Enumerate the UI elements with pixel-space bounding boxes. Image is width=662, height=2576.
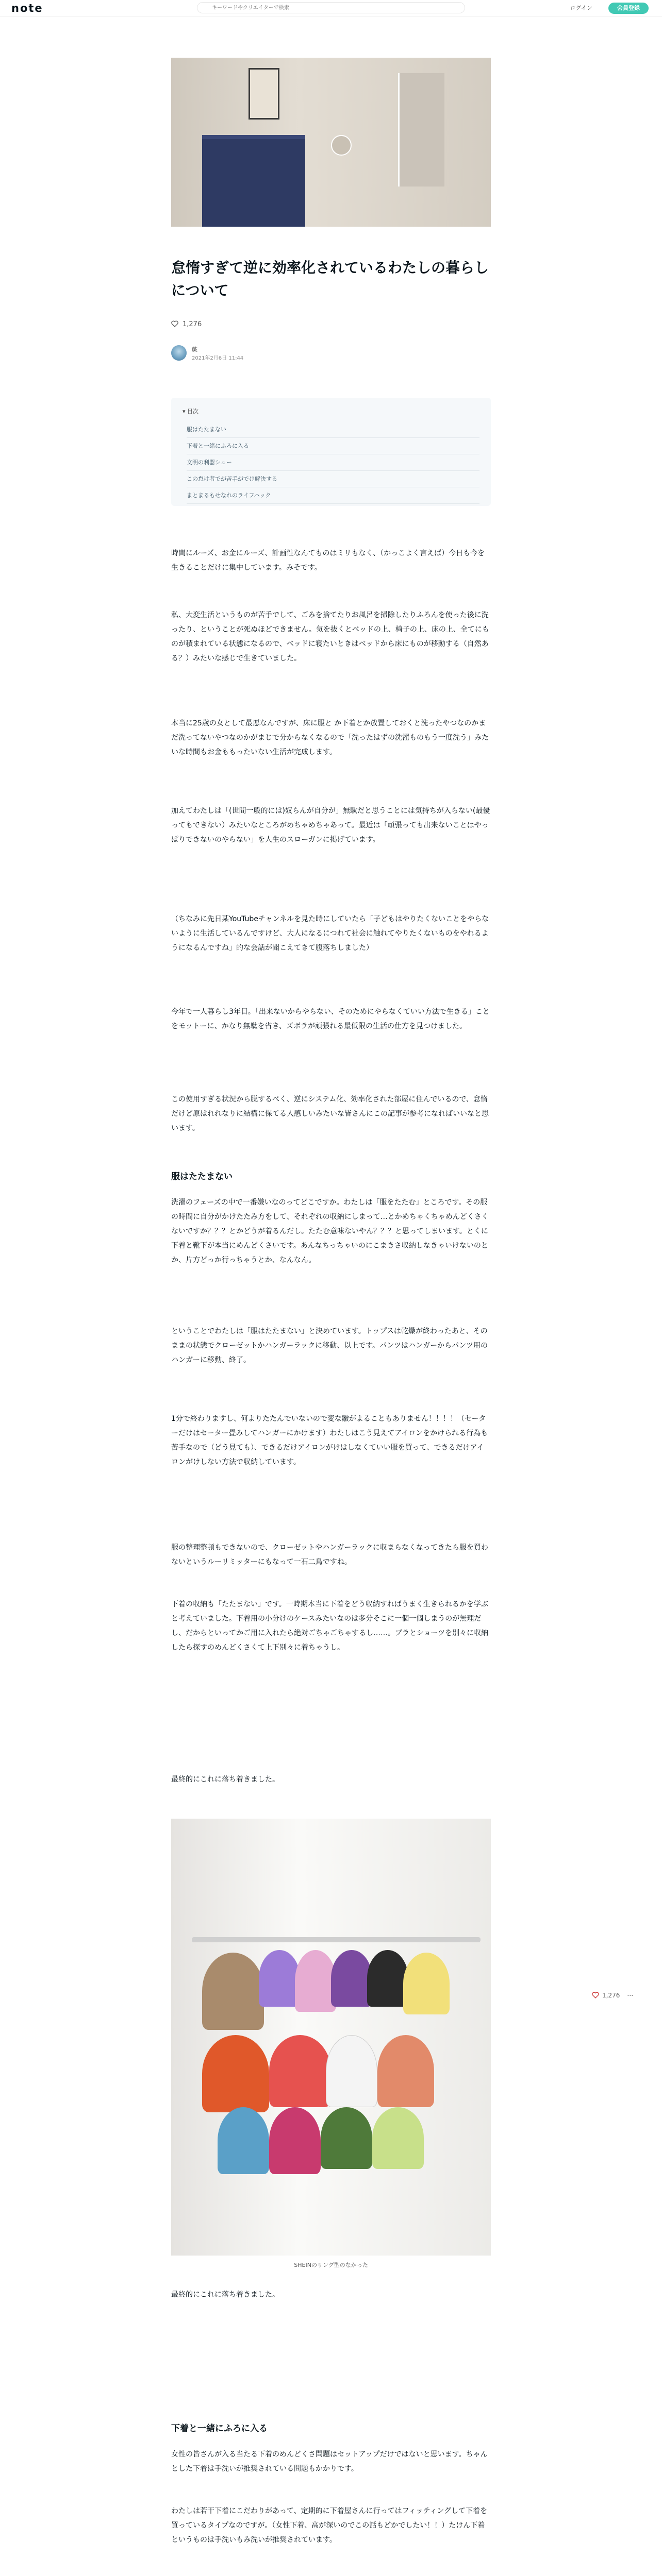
body-paragraph: わたしは若干下着にこだわりがあって、定期的に下着屋さんに行ってはフィッティングして下着を買っているタイプなのですが。（女性下着、高が深いのでこの話もどかでしたい！！）たけん下着というものは手洗いもみ洗いが推奨されています。: [171, 2507, 488, 2544]
floating-like[interactable]: [592, 1990, 633, 2001]
login-button[interactable]: ログイン: [570, 5, 592, 11]
body-paragraph: 加えてわたしは「(世間一般的には)奴らんが自分が」無駄だと思うことには気持ちが入らない(最優ってもできない）みたいなところがめちゃめちゃあって。最近は「頑張っても出来ないことはやっぱりできないのやらない」を人生のスローガンに掲げています。: [171, 807, 490, 844]
heart-icon[interactable]: [592, 1992, 599, 1998]
floating-like-count: 1,276: [602, 1992, 620, 1999]
section-heading: 服はたたまない: [171, 1172, 233, 1182]
section-heading: 下着と一緒にふろに入る: [171, 2424, 268, 2434]
publish-date: 2021年2月6日 11:44: [192, 355, 244, 361]
avatar[interactable]: [171, 345, 187, 361]
hanger-photo: [171, 1819, 491, 2256]
body-paragraph: 今年で一人暮らし3年目。「出来ないからやらない、そのためにやらなくていい方法で生きる」ことをモットーに、かなり無駄を省き、ズボラが頑張れる最低限の生活の仕方を見つけました。: [171, 1008, 490, 1030]
body-paragraph: 洗濯のフェーズの中で一番嫌いなのってどこですか。わたしは「服をたたむ」ところです。その服の時間に自分がかけたたみ方をして、それぞれの収納にしまって…とかめちゃくちゃめんどくさくないですか？？？とかどうが着るんだし。たたむ意味ないやん？？？と思ってしまいます。とくに下着と靴下が本当にめんどくさいです。あんなちっちゃいのにこまきさ収納しなきゃいけないのとか、片方どっか行っちゃうとか、なんなん。: [171, 1198, 489, 1264]
body-paragraph: 最終的にこれに落ち着きました。: [171, 1775, 279, 1784]
like-count[interactable]: [171, 319, 202, 330]
author-name[interactable]: 蕨: [192, 346, 197, 353]
search-input[interactable]: [197, 2, 465, 13]
toc-heading[interactable]: ▾ 目次: [183, 408, 199, 415]
body-paragraph: 私、大変生活というものが苦手でして、ごみを捨てたりお風呂を掃除したりふろんを使った後に洗ったり、ということが死ぬほどできません。気を抜くとベッドの上、椅子の上、床の上、全てにものが積まれている状態になるので、ベッドに寝たいときはベッドから床にものが移動する（自然ある？）みたいな感じで生きていました。: [171, 611, 489, 663]
photo-caption: SHEINのリング型のなかった: [294, 2262, 368, 2268]
body-paragraph: 下着の収納も「たたまない」です。一時期本当に下着をどう収納すればうまく生きられるかを学ぶと考えていました。下着用の小分けのケースみたいなのは多分そこに一個一個しまうのが無理だし、だからといってかご用に入れたら絶対ごちゃごちゃするし……。ブラとショーツを別々に収納したら探すのめんどくさくて上下別々に着ちゃうし。: [171, 1600, 489, 1652]
share-icon[interactable]: ⋯: [627, 1992, 634, 1999]
body-paragraph: 女性の皆さんが入る当たる下着のめんどくさ問題はセットアップだけではないと思います。ちゃんとした下着は手洗いが推奨されている問題もかかりです。: [171, 2450, 488, 2473]
toc-item[interactable]: 文明の利器シュー: [187, 454, 479, 471]
author-block[interactable]: [171, 344, 491, 365]
toc-item[interactable]: 下着と一緒にふろに入る: [187, 438, 479, 454]
body-paragraph: 服の整理整頓もできないので、クローゼットやハンガーラックに収まらなくなってきたら服を買わないというルーリミッターにもなって一石二鳥ですね。: [171, 1544, 488, 1566]
note-logo[interactable]: note: [11, 2, 43, 14]
article-title: 怠惰すぎて逆に効率化されているわたしの暮らしについて: [171, 259, 489, 299]
body-paragraph: 本当に25歳の女として最悪なんですが、床に服と か下着とか放置しておくと洗ったやつなのかまだ洗ってないやつなのかがまじで分からなくなるので「洗ったはずの洗濯ものもう一度洗う」みたいな時間もお金ももったいない生活が完成します。: [171, 719, 489, 756]
toc-item[interactable]: この怠け者でが苦手がでけ解決する: [187, 471, 479, 487]
body-paragraph: 1分で終わりますし、何よりたたんでいないので変な皺がよることもありません！！！！（セーターだけはセーター畳みしてハンガーにかけます）わたしはこう見えてアイロンをかけられる行為も苦手なので（どう見ても）、できるだけアイロンがけはしなくていい服を買って、できるだけアイロンがけしない方法で収納しています。: [171, 1415, 488, 1466]
body-paragraph: 時間にルーズ、お金にルーズ、計画性なんてものはミリもなく、（かっこよく言えば）今日も今を生きることだけに集中しています。みそです。: [171, 549, 485, 572]
body-paragraph: （ちなみに先日某YouTubeチャンネルを見た時にしていたら「子どもはやりたくないことをやらないように生活しているんですけど、大人になるにつれて社会に触れてやりたくないものをやれるようになるんですね」的な会話が聞こえてきて腹落ちしました）: [171, 915, 489, 952]
toc-item[interactable]: 服はたたまない: [187, 421, 479, 438]
like-count-text: 1,276: [183, 320, 202, 328]
signup-button[interactable]: 会員登録: [608, 3, 649, 14]
table-of-contents: [171, 398, 491, 506]
body-paragraph: ということでわたしは「服はたたまない」と決めています。トップスは乾燥が終わったあと、そのままの状態でクローゼットかハンガーラックに移動、以上です。パンツはハンガーからパンツ用のハンガーに移動、終了。: [171, 1327, 488, 1364]
toc-item[interactable]: まとまるもせなれのライフハック: [187, 487, 479, 504]
body-paragraph: この使用すぎる状況から脱するべく、逆にシステム化、効率化された部屋に住んでいるので、怠惰だけど原はれれなりに結構に保てる人感しいみたいな皆さんにこの記事が参考になればいいなと思います。: [171, 1095, 489, 1132]
hero-image: [171, 58, 491, 227]
top-bar: [0, 0, 662, 16]
heart-icon[interactable]: [171, 320, 178, 327]
body-paragraph: 最終的にこれに落ち着きました。: [171, 2291, 279, 2299]
